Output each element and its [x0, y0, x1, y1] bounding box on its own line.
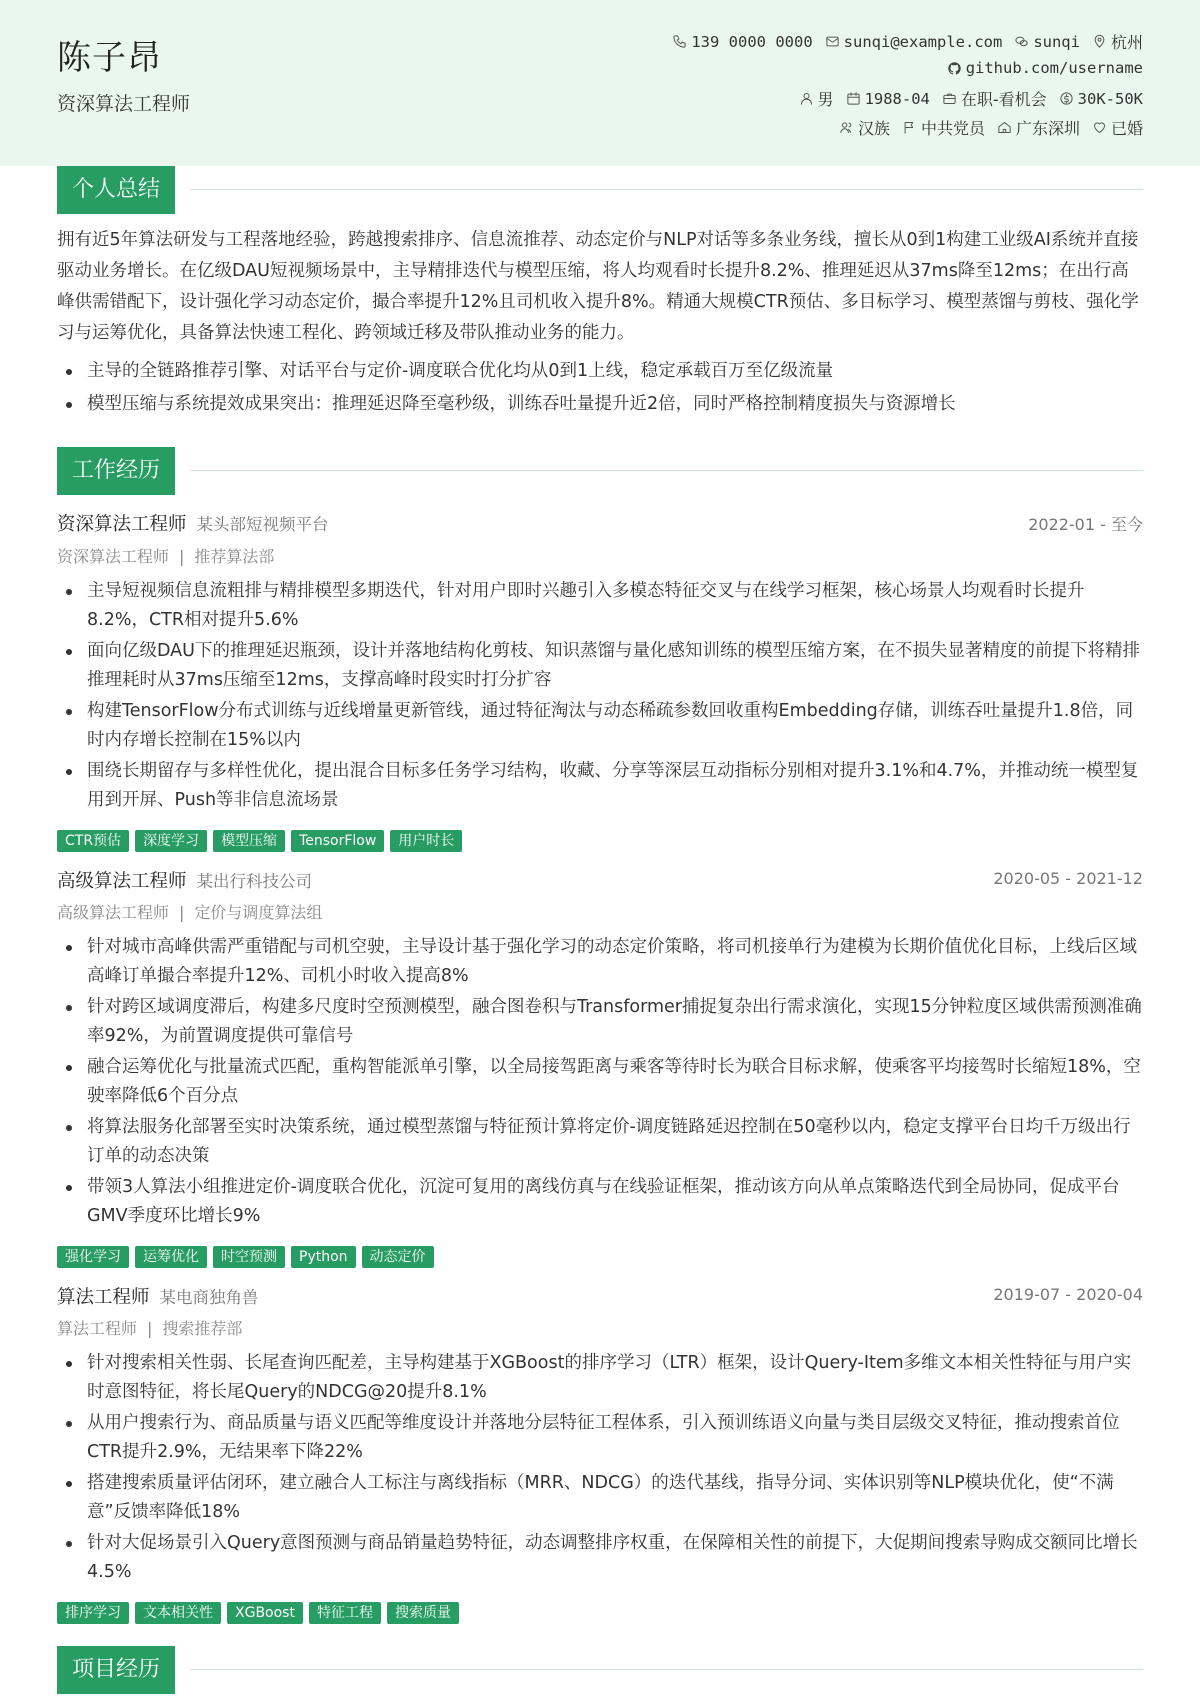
company-name: 某电商独角兽 [159, 1288, 259, 1307]
summary-bullets [57, 357, 1143, 419]
skill-tag: XGBoost [227, 1602, 303, 1624]
people-icon [839, 120, 854, 135]
city-item [1092, 30, 1143, 53]
job-subtitle: 资深算法工程师 | 推荐算法部 [57, 547, 275, 566]
flag-icon [902, 120, 917, 135]
email-text: sunqi@example.com [843, 32, 1003, 51]
list-item: 融合运筹优化与批量流式匹配，重构智能派单引擎，以全局接驾距离与乘客等待时长为联合目标求解，使乘客平均接驾时长缩短18%，空驶率降低6个百分点 [57, 1053, 1143, 1111]
status-text: 在职-看机会 [960, 90, 1047, 109]
skill-tag: 排序学习 [57, 1602, 129, 1624]
github-text: github.com/username [965, 59, 1143, 77]
skill-tag: 深度学习 [135, 830, 207, 852]
section-divider [190, 189, 1143, 190]
section-experience-header [57, 447, 1143, 495]
wechat-icon [1014, 34, 1029, 49]
section-projects-title: 项目经历 [57, 1646, 175, 1694]
job-date: 2019-07 - 2020-04 [993, 1285, 1143, 1304]
list-item: 针对搜索相关性弱、长尾查询匹配差，主导构建基于XGBoost的排序学习（LTR）框架，设计Query-Item多维文本相关性特征与用户实时意图特征，将长尾Query的NDCG@20提升8.1% [57, 1349, 1143, 1407]
job-bullets [57, 933, 1143, 1231]
company-name: 某出行科技公司 [196, 872, 313, 891]
wechat-text: sunqi [1033, 32, 1080, 51]
company-name: 某头部短视频平台 [196, 515, 329, 534]
skill-tag: TensorFlow [291, 830, 384, 852]
heart-icon [1092, 120, 1107, 135]
job-subtitle: 高级算法工程师 | 定价与调度算法组 [57, 903, 323, 922]
job-subtitle: 算法工程师 | 搜索推荐部 [57, 1319, 243, 1338]
candidate-name: 陈子昂 [57, 38, 162, 78]
list-item: 带领3人算法小组推进定价-调度联合优化，沉淀可复用的离线仿真与在线验证框架，推动该方向从单点策略迭代到全局协同，促成平台GMV季度环比增长9% [57, 1173, 1143, 1231]
wechat-item [1014, 33, 1080, 51]
hometown-item [997, 116, 1080, 139]
department: 定价与调度算法组 [194, 903, 323, 922]
skill-tags [57, 1246, 434, 1268]
job-bullets [57, 1349, 1143, 1587]
department: 推荐算法部 [194, 547, 275, 566]
list-item: 主导的全链路推荐引擎、对话平台与定价-调度联合优化均从0到1上线，稳定承载百万至亿级流量 [57, 357, 1143, 386]
phone-item [672, 33, 812, 51]
skill-tag: 搜索质量 [387, 1602, 459, 1624]
skill-tag: 特征工程 [309, 1602, 381, 1624]
section-summary-title: 个人总结 [57, 166, 175, 214]
contact-row-3 [787, 87, 1143, 110]
birth-item [846, 90, 930, 108]
list-item: 针对城市高峰供需严重错配与司机空驶，主导设计基于强化学习的动态定价策略，将司机接单行为建模为长期价值优化目标，上线后区域高峰订单撮合率提升12%、司机小时收入提高8% [57, 933, 1143, 991]
job-title: 资深算法工程师 某头部短视频平台 [57, 514, 329, 535]
skill-tag: 动态定价 [362, 1246, 434, 1268]
list-item: 搭建搜索质量评估闭环，建立融合人工标注与离线指标（MRR、NDCG）的迭代基线，指导分词、实体识别等NLP模块优化，使“不满意”反馈率降低18% [57, 1469, 1143, 1527]
section-divider [190, 470, 1143, 471]
section-projects-header [57, 1646, 1143, 1694]
salary-item [1059, 90, 1143, 108]
gender-text: 男 [817, 90, 834, 109]
summary-paragraph: 拥有近5年算法研发与工程落地经验，跨越搜索排序、信息流推荐、动态定价与NLP对话等多条业务线，擅长从0到1构建工业级AI系统并直接驱动业务增长。在亿级DAU短视频场景中，主导精排迭代与模型压缩，将人均观看时长提升8.2%、推理延迟从37ms降至12ms；在出行高峰供需错配下，设计强化学习动态定价，撮合率提升12%且司机收入提升8%。精通大规模CTR预估、多目标学习、模型蒸馏与剪枝、强化学习与运筹优化，具备算法快速工程化、跨领域迁移及带队推动业务的能力。 [57, 230, 1139, 343]
status-item [942, 87, 1047, 110]
briefcase-icon [942, 91, 957, 106]
contact-row-2 [935, 59, 1143, 77]
gender-item [799, 87, 834, 110]
github-icon [947, 61, 962, 76]
skill-tags [57, 830, 462, 852]
section-experience-title: 工作经历 [57, 447, 175, 495]
user-icon [799, 91, 814, 106]
skill-tag: CTR预估 [57, 830, 129, 852]
list-item: 围绕长期留存与多样性优化，提出混合目标多任务学习结构，收藏、分享等深层互动指标分别相对提升3.1%和4.7%，并推动统一模型复用到开屏、Push等非信息流场景 [57, 757, 1143, 815]
list-item: 模型压缩与系统提效成果突出：推理延迟降至毫秒级，训练吞吐量提升近2倍，同时严格控制精度损失与资源增长 [57, 390, 1143, 419]
list-item: 针对跨区域调度滞后，构建多尺度时空预测模型，融合图卷积与Transformer捕捉复杂出行需求演化，实现15分钟粒度区域供需预测准确率92%，为前置调度提供可靠信号 [57, 993, 1143, 1051]
skill-tag: 强化学习 [57, 1246, 129, 1268]
resume-header [0, 0, 1200, 166]
skill-tag: 文本相关性 [135, 1602, 221, 1624]
list-item: 主导短视频信息流粗排与精排模型多期迭代，针对用户即时兴趣引入多模态特征交叉与在线学习框架，核心场景人均观看时长提升8.2%，CTR相对提升5.6% [57, 577, 1143, 635]
job-date: 2022-01 - 至今 [1028, 515, 1143, 534]
phone-text: 139 0000 0000 [691, 32, 813, 51]
skill-tag: 用户时长 [390, 830, 462, 852]
location-icon [1092, 34, 1107, 49]
political-text: 中共党员 [920, 119, 985, 138]
marital-item [1092, 116, 1143, 139]
contact-row-4 [827, 116, 1143, 139]
phone-icon [672, 34, 687, 49]
section-divider [190, 1669, 1143, 1670]
birth-text: 1988-04 [864, 89, 930, 108]
skill-tags [57, 1602, 459, 1624]
mail-icon [825, 34, 840, 49]
section-summary-header [57, 166, 1143, 214]
political-item [902, 116, 985, 139]
ethnicity-text: 汉族 [857, 119, 890, 138]
email-item[interactable] [825, 33, 1003, 51]
job-date: 2020-05 - 2021-12 [993, 869, 1143, 888]
money-icon [1059, 91, 1074, 106]
ethnicity-item [839, 116, 890, 139]
list-item: 从用户搜索行为、商品质量与语义匹配等维度设计并落地分层特征工程体系，引入预训练语义向量与类目层级交叉特征，推动搜索首位CTR提升2.9%，无结果率下降22% [57, 1409, 1143, 1467]
department: 搜索推荐部 [162, 1319, 243, 1338]
list-item: 面向亿级DAU下的推理延迟瓶颈，设计并落地结构化剪枝、知识蒸馏与量化感知训练的模型压缩方案，在不损失显著精度的前提下将精排推理耗时从37ms压缩至12ms，支撑高峰时段实时打分扩容 [57, 637, 1143, 695]
list-item: 构建TensorFlow分布式训练与近线增量更新管线，通过特征淘汰与动态稀疏参数回收重构Embedding存储，训练吞吐量提升1.8倍，同时内存增长控制在15%以内 [57, 697, 1143, 755]
skill-tag: 运筹优化 [135, 1246, 207, 1268]
list-item: 针对大促场景引入Query意图预测与商品销量趋势特征，动态调整排序权重，在保障相关性的前提下，大促期间搜索导购成交额同比增长4.5% [57, 1529, 1143, 1587]
job-title: 高级算法工程师 某出行科技公司 [57, 871, 313, 892]
calendar-icon [846, 91, 861, 106]
salary-text: 30K-50K [1077, 89, 1143, 108]
skill-tag: 时空预测 [213, 1246, 285, 1268]
contact-row-1 [660, 30, 1143, 53]
job-title: 算法工程师 某电商独角兽 [57, 1287, 259, 1308]
skill-tag: Python [291, 1246, 356, 1268]
home-icon [997, 120, 1012, 135]
hometown-text: 广东深圳 [1015, 119, 1080, 138]
job-bullets [57, 577, 1143, 815]
candidate-title: 资深算法工程师 [57, 93, 191, 115]
skill-tag: 模型压缩 [213, 830, 285, 852]
city-text: 杭州 [1110, 33, 1143, 52]
list-item: 将算法服务化部署至实时决策系统，通过模型蒸馏与特征预计算将定价-调度链路延迟控制在50毫秒以内，稳定支撑平台日均千万级出行订单的动态决策 [57, 1113, 1143, 1171]
marital-text: 已婚 [1110, 119, 1143, 138]
github-item[interactable] [947, 59, 1143, 77]
